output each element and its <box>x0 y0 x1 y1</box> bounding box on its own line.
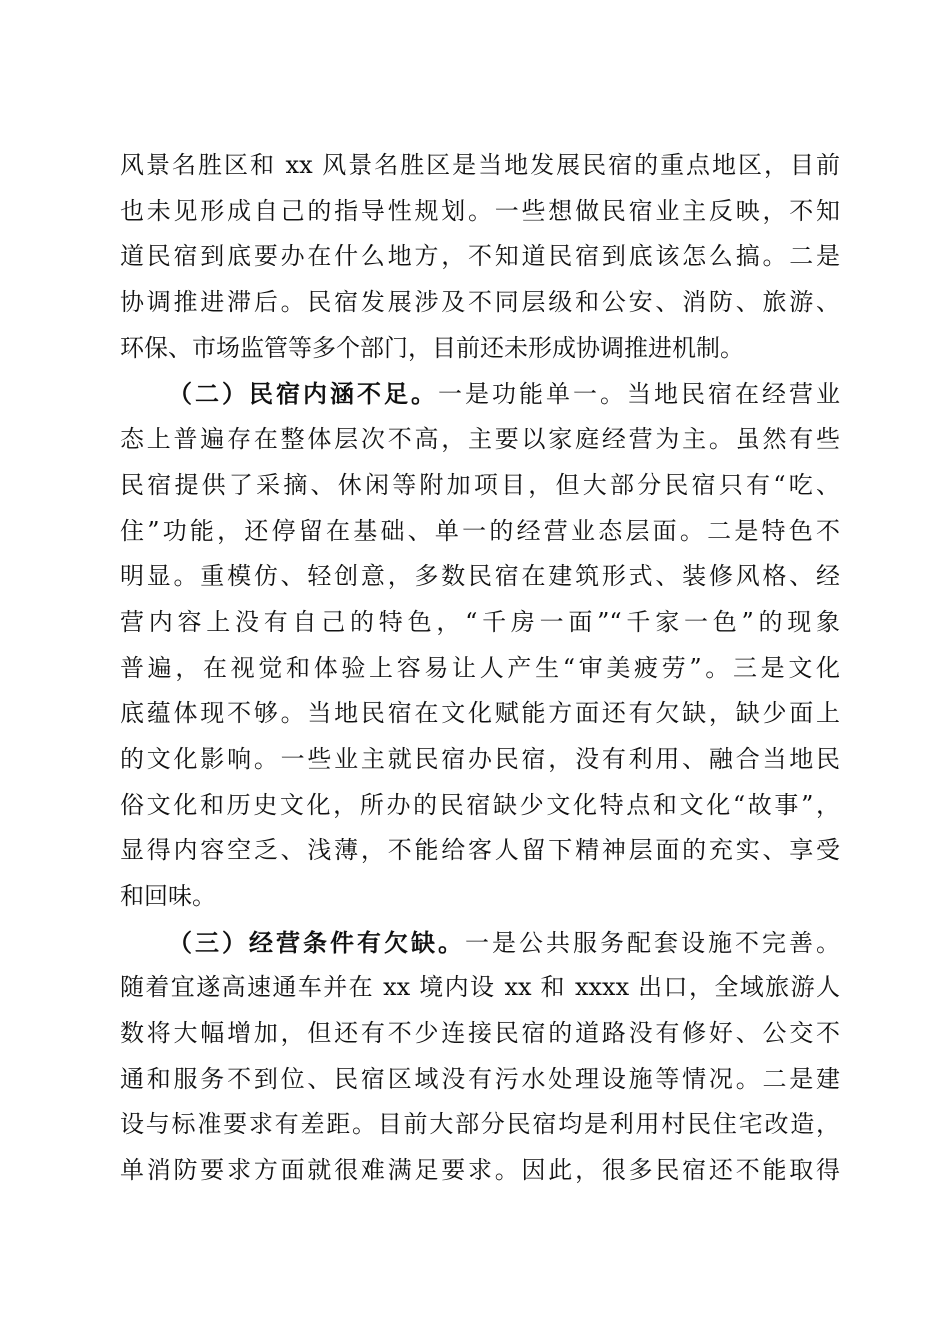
paragraph-1 <box>120 143 840 371</box>
text-line: 的文化影响。一些业主就民宿办民宿，没有利用、融合当地民 <box>120 744 840 773</box>
document-body <box>120 143 840 1194</box>
paragraph-first-line <box>120 920 840 966</box>
text-line: 数将大幅增加，但还有不少连接民宿的道路没有修好、公交不 <box>120 1019 840 1048</box>
paragraph-first-line <box>120 371 840 417</box>
text-line: 风景名胜区和 xx 风景名胜区是当地发展民宿的重点地区，目前 <box>120 151 840 179</box>
text-line: 民宿提供了采摘、休闲等附加项目，但大部分民宿只有“吃、 <box>120 470 840 499</box>
text-line: 住”功能，还停留在基础、单一的经营业态层面。二是特色不 <box>120 516 840 545</box>
text-line: 协调推进滞后。民宿发展涉及不同层级和公安、消防、旅游、 <box>120 288 840 317</box>
text-line: 环保、市场监管等多个部门，目前还未形成协调推进机制。 <box>120 333 744 362</box>
text-line: 底蕴体现不够。当地民宿在文化赋能方面还有欠缺，缺少面上 <box>120 699 840 728</box>
text-line: 俗文化和历史文化，所办的民宿缺少文化特点和文化“故事”， <box>120 790 840 819</box>
text-line: 通和服务不到位、民宿区域没有污水处理设施等情况。二是建 <box>120 1064 840 1093</box>
text-run: 一是功能单一。当地民宿在经营业 <box>438 380 840 409</box>
text-line: 也未见形成自己的指导性规划。一些想做民宿业主反映，不知 <box>120 196 840 225</box>
text-line: 单消防要求方面就很难满足要求。因此，很多民宿还不能取得 <box>120 1156 840 1185</box>
text-line: 和回味。 <box>120 882 216 910</box>
text-line: 随着宜遂高速通车并在 xx 境内设 xx 和 xxxx 出口，全域旅游人 <box>120 973 840 1002</box>
text-line: 设与标准要求有差距。目前大部分民宿均是利用村民住宅改造， <box>120 1110 840 1139</box>
paragraph-2 <box>120 371 840 919</box>
section-heading: （二）民宿内涵不足。 <box>168 379 438 409</box>
text-line: 营内容上没有自己的特色，“千房一面”“千家一色”的现象 <box>120 607 840 636</box>
text-line: 明显。重模仿、轻创意，多数民宿在建筑形式、装修风格、经 <box>120 562 840 591</box>
paragraph-3 <box>120 920 840 1194</box>
section-heading: （三）经营条件有欠缺。 <box>168 927 465 957</box>
text-run: 一是公共服务配套设施不完善。 <box>465 928 840 957</box>
text-line: 道民宿到底要办在什么地方，不知道民宿到底该怎么搞。二是 <box>120 242 840 271</box>
text-line: 显得内容空乏、浅薄，不能给客人留下精神层面的充实、享受 <box>120 836 840 865</box>
text-line: 普遍，在视觉和体验上容易让人产生“审美疲劳”。三是文化 <box>120 653 840 682</box>
text-line: 态上普遍存在整体层次不高，主要以家庭经营为主。虽然有些 <box>120 425 840 454</box>
